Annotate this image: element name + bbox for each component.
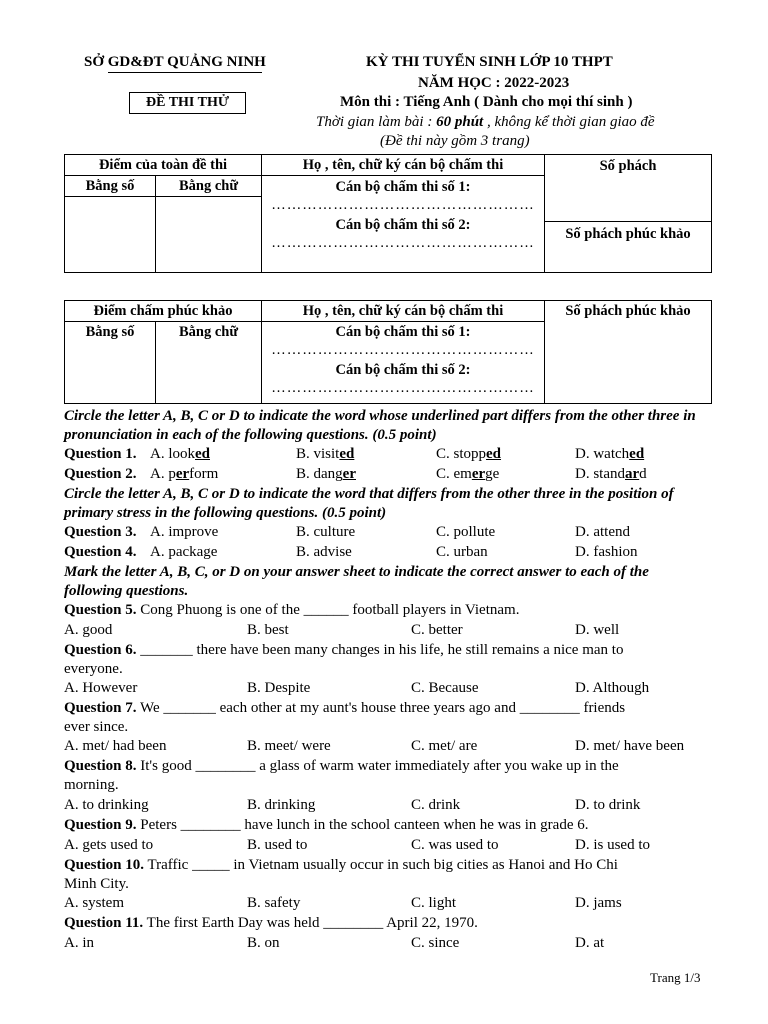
score-table-2 bbox=[64, 300, 712, 404]
q1-c-ul: ed bbox=[486, 446, 502, 462]
time-suffix: , không kể thời gian giao đề bbox=[483, 114, 655, 130]
grader-2-dots: …………………………………………… bbox=[271, 235, 535, 251]
exam-title: KỲ THI TUYỂN SINH LỚP 10 THPT bbox=[366, 54, 613, 70]
q4-option-d[interactable]: D. fashion bbox=[575, 544, 638, 560]
q8-text-cont: morning. bbox=[64, 777, 119, 793]
score-words-label: Bằng chữ bbox=[156, 176, 262, 197]
q2-option-a[interactable] bbox=[150, 465, 218, 484]
time-line bbox=[316, 114, 655, 131]
q10-option-a[interactable]: A. system bbox=[64, 895, 124, 911]
q7-option-c[interactable]: C. met/ are bbox=[411, 738, 478, 754]
instruction-mcq: Mark the letter A, B, C, or D on your answer sheet to indicate the correct answer to each of the following questions. bbox=[64, 564, 649, 599]
q10-option-b[interactable]: B. safety bbox=[247, 895, 301, 911]
q2-c-ul: er bbox=[471, 466, 486, 482]
q11-option-b[interactable]: B. on bbox=[247, 935, 280, 951]
q6-option-a[interactable]: A. However bbox=[64, 680, 138, 696]
score-number-box bbox=[65, 197, 156, 273]
q2-a-post: form bbox=[189, 466, 219, 482]
q9-option-a[interactable]: A. gets used to bbox=[64, 837, 154, 853]
q9-label: Question 9. bbox=[64, 817, 137, 833]
grader-2-label: Cán bộ chấm thi số 2: bbox=[335, 217, 471, 233]
q1-option-c[interactable] bbox=[436, 445, 501, 464]
review-grader-header: Họ , tên, chữ ký cán bộ chấm thi bbox=[262, 301, 544, 322]
grader-header: Họ , tên, chữ ký cán bộ chấm thi bbox=[262, 155, 544, 176]
q8-text: It's good ________ a glass of warm water immediately after you wake up in the bbox=[136, 758, 619, 774]
score-table-1 bbox=[64, 154, 712, 273]
q2-a-ul: er bbox=[175, 466, 190, 482]
q8-option-a[interactable]: A. to drinking bbox=[64, 797, 149, 813]
q4-label: Question 4. bbox=[64, 544, 137, 560]
q2-c-post: ge bbox=[485, 466, 500, 482]
q1-a-pre: A. look bbox=[150, 446, 195, 462]
sophach-label: Số phách bbox=[545, 155, 711, 222]
q1-option-a[interactable] bbox=[150, 445, 210, 464]
department-name: SỞ GD&ĐT QUẢNG NINH bbox=[84, 54, 266, 70]
grader-cell bbox=[262, 155, 545, 273]
q10-text-cont: Minh City. bbox=[64, 876, 129, 892]
q2-d-ul: ar bbox=[625, 466, 640, 482]
review-grader-1-label: Cán bộ chấm thi số 1: bbox=[335, 324, 471, 340]
question-1 bbox=[64, 445, 137, 464]
question-8 bbox=[64, 757, 619, 776]
q10-text: Traffic _____ in Vietnam usually occur in such big cities as Hanoi and Ho Chi bbox=[144, 857, 618, 873]
question-5 bbox=[64, 601, 519, 620]
review-grader-2-label: Cán bộ chấm thi số 2: bbox=[335, 362, 471, 378]
question-3 bbox=[64, 523, 137, 542]
review-score-header: Điểm chấm phúc khảo bbox=[65, 301, 262, 322]
q5-text: Cong Phuong is one of the ______ football players in Vietnam. bbox=[136, 602, 520, 618]
q4-option-c[interactable]: C. urban bbox=[436, 544, 488, 560]
q8-option-c[interactable]: C. drink bbox=[411, 797, 461, 813]
q5-label: Question 5. bbox=[64, 602, 137, 618]
q2-b-pre: B. dang bbox=[296, 466, 343, 482]
q1-label: Question 1. bbox=[64, 446, 137, 462]
q7-option-b[interactable]: B. meet/ were bbox=[247, 738, 331, 754]
q11-option-d[interactable]: D. at bbox=[575, 935, 605, 951]
q10-label: Question 10. bbox=[64, 857, 145, 873]
q4-option-a[interactable]: A. package bbox=[150, 544, 218, 560]
mock-exam-label: ĐỀ THI THỬ bbox=[129, 92, 246, 114]
time-prefix: Thời gian làm bài : bbox=[316, 114, 437, 130]
sophach-phuckhao-label: Số phách phúc khảo bbox=[565, 226, 691, 242]
q5-option-a[interactable]: A. good bbox=[64, 622, 113, 638]
q7-label: Question 7. bbox=[64, 700, 137, 716]
sophach-cell bbox=[545, 155, 712, 273]
question-7 bbox=[64, 699, 625, 718]
q1-b-ul: ed bbox=[339, 446, 355, 462]
q10-option-d[interactable]: D. jams bbox=[575, 895, 622, 911]
q5-option-b[interactable]: B. best bbox=[247, 622, 289, 638]
q6-text-cont: everyone. bbox=[64, 661, 123, 677]
q8-option-b[interactable]: B. drinking bbox=[247, 797, 316, 813]
score-header: Điểm của toàn đề thi bbox=[65, 155, 262, 176]
page-number: Trang 1/3 bbox=[650, 970, 701, 985]
q9-option-b[interactable]: B. used to bbox=[247, 837, 308, 853]
question-10 bbox=[64, 856, 618, 875]
q10-option-c[interactable]: C. light bbox=[411, 895, 457, 911]
q6-option-d[interactable]: D. Although bbox=[575, 680, 650, 696]
q2-b-ul: er bbox=[342, 466, 356, 482]
review-grader-1-dots: …………………………………………… bbox=[271, 342, 535, 358]
q7-text-cont: ever since. bbox=[64, 719, 129, 735]
score-words-box bbox=[156, 197, 262, 273]
question-4 bbox=[64, 543, 137, 562]
q11-option-a[interactable]: A. in bbox=[64, 935, 94, 951]
q1-d-pre: D. watch bbox=[575, 446, 630, 462]
q2-option-c[interactable] bbox=[436, 465, 499, 484]
instruction-stress: Circle the letter A, B, C or D to indicate the word that differs from the other three in the position of primary stress in the following questions. (0.5 point) bbox=[64, 486, 674, 521]
q2-a-pre: A. p bbox=[150, 466, 176, 482]
review-score-words: Bằng chữ bbox=[156, 322, 262, 404]
q2-c-pre: C. em bbox=[436, 466, 472, 482]
q8-option-d[interactable]: D. to drink bbox=[575, 797, 641, 813]
review-grader-2-dots: …………………………………………… bbox=[271, 380, 535, 396]
q7-text: We _______ each other at my aunt's house three years ago and ________ friends bbox=[136, 700, 626, 716]
q3-option-b[interactable]: B. culture bbox=[296, 524, 356, 540]
review-score-number: Bằng số bbox=[65, 322, 156, 404]
review-sophach-cell bbox=[545, 301, 712, 404]
q7-option-a[interactable]: A. met/ had been bbox=[64, 738, 167, 754]
q3-option-a[interactable]: A. improve bbox=[150, 524, 219, 540]
q6-option-c[interactable]: C. Because bbox=[411, 680, 479, 696]
q2-d-pre: D. stand bbox=[575, 466, 625, 482]
q1-b-pre: B. visit bbox=[296, 446, 340, 462]
review-grader-cell bbox=[262, 301, 545, 404]
q1-option-b[interactable] bbox=[296, 445, 354, 464]
q2-option-b[interactable] bbox=[296, 465, 356, 484]
q6-option-b[interactable]: B. Despite bbox=[247, 680, 311, 696]
school-year: NĂM HỌC : 2022-2023 bbox=[418, 75, 570, 91]
review-sophach-label: Số phách phúc khảo bbox=[565, 303, 691, 319]
subject-line: Môn thi : Tiếng Anh ( Dành cho mọi thí sinh ) bbox=[340, 94, 633, 110]
question-6 bbox=[64, 641, 623, 660]
q4-option-b[interactable]: B. advise bbox=[296, 544, 352, 560]
q2-label: Question 2. bbox=[64, 466, 137, 482]
q9-option-c[interactable]: C. was used to bbox=[411, 837, 499, 853]
time-value: 60 phút bbox=[436, 114, 484, 130]
q6-text: _______ there have been many changes in his life, he still remains a nice man to bbox=[136, 642, 624, 658]
q1-a-ul: ed bbox=[195, 446, 210, 462]
q8-label: Question 8. bbox=[64, 758, 137, 774]
q5-option-c[interactable]: C. better bbox=[411, 622, 463, 638]
q1-c-pre: C. stopp bbox=[436, 446, 487, 462]
header-underline bbox=[108, 72, 262, 73]
q7-option-d[interactable]: D. met/ have been bbox=[575, 738, 685, 754]
q11-text: The first Earth Day was held ________ April 22, 1970. bbox=[143, 915, 478, 931]
question-11 bbox=[64, 914, 478, 933]
q5-option-d[interactable]: D. well bbox=[575, 622, 620, 638]
pages-note: (Đề thi này gồm 3 trang) bbox=[380, 133, 530, 149]
q9-text: Peters ________ have lunch in the school canteen when he was in grade 6. bbox=[136, 817, 589, 833]
q2-d-post: d bbox=[639, 466, 647, 482]
q3-option-c[interactable]: C. pollute bbox=[436, 524, 496, 540]
question-9 bbox=[64, 816, 588, 835]
q3-option-d[interactable]: D. attend bbox=[575, 524, 630, 540]
q3-label: Question 3. bbox=[64, 524, 137, 540]
q6-label: Question 6. bbox=[64, 642, 137, 658]
q1-option-d[interactable] bbox=[575, 445, 644, 464]
instruction-pronunciation: Circle the letter A, B, C or D to indicate the word whose underlined part differs from the other three in pronunciation in each of the following questions. (0.5 point) bbox=[64, 408, 696, 443]
q11-label: Question 11. bbox=[64, 915, 144, 931]
q11-option-c[interactable]: C. since bbox=[411, 935, 460, 951]
q1-d-ul: ed bbox=[629, 446, 645, 462]
grader-1-label: Cán bộ chấm thi số 1: bbox=[335, 179, 471, 195]
score-number-label: Bằng số bbox=[65, 176, 156, 197]
q9-option-d[interactable]: D. is used to bbox=[575, 837, 650, 853]
q2-option-d[interactable] bbox=[575, 465, 647, 484]
question-2 bbox=[64, 465, 137, 484]
grader-1-dots: …………………………………………… bbox=[271, 197, 535, 213]
